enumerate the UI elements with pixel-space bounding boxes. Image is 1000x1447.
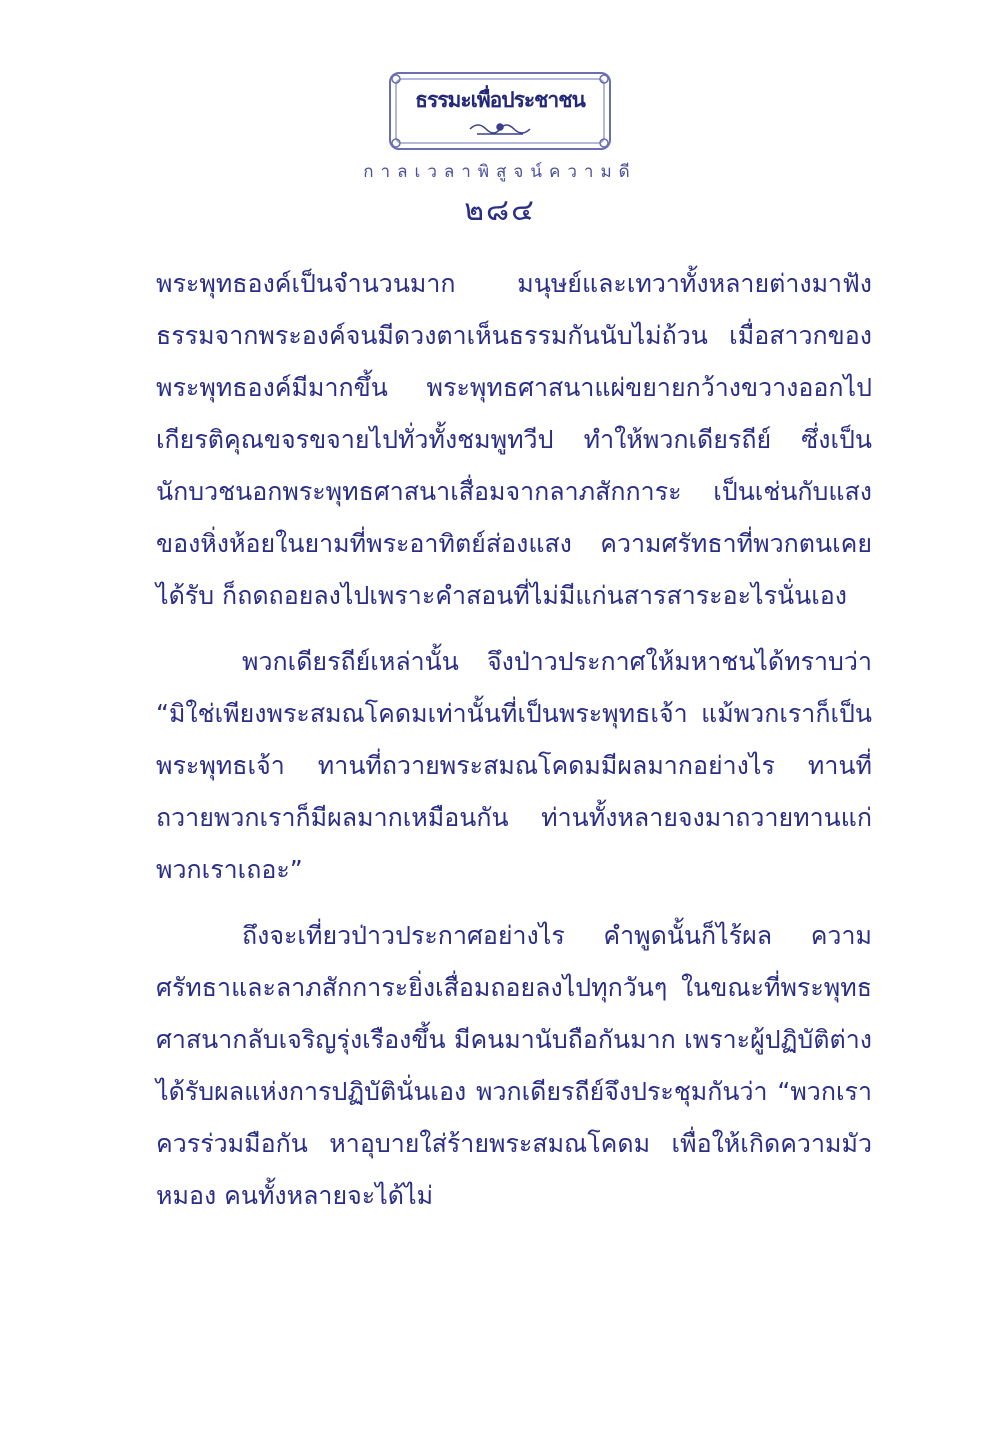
paragraph-1: พระพุทธองค์เป็นจำนวนมาก มนุษย์และเทวาทั้งหลายต่างมาฟังธรรมจากพระองค์จนมีดวงตาเห็นธรรมกันนับไม่ถ้วน เมื่อสาวกของพระพุทธองค์มีมากขึ้น พระพุทธศาสนาแผ่ขยายกว้างขวางออกไป เกียรติคุณขจรขจายไปทั่วทั้งชมพูทวีป ทำให้พวกเดียรถีย์ ซึ่งเป็นนักบวชนอกพระพุทธศาสนาเสื่อมจากลาภสักการะ เป็นเช่นกับแสงของหิ่งห้อยในยามที่พระอาทิตย์ส่องแสง ความศรัทธาที่พวกตนเคยได้รับ ก็ถดถอยลงไปเพราะคำสอนที่ไม่มีแก่นสารสาระอะไรนั่นเอง (156, 269, 872, 610)
logo (387, 70, 613, 152)
ornament-icon (470, 124, 530, 134)
page-header (0, 70, 1000, 234)
paragraph-2: พวกเดียรถีย์เหล่านั้น จึงป่าวประกาศให้มหาชนได้ทราบว่า “มิใช่เพียงพระสมณโคดมเท่านั้นที่เป็นพระพุทธเจ้า แม้พวกเราก็เป็นพระพุทธเจ้า ทานที่ถวายพระสมณโคดมมีผลมากอย่างไร ทานที่ถวายพวกเราก็มีผลมากเหมือนกัน ท่านทั้งหลายจงมาถวายทานแก่พวกเราเถอะ” (156, 647, 872, 884)
page-body (156, 258, 872, 1222)
book-subtitle: กาลเวลาพิสูจน์ความดี (363, 162, 637, 182)
logo-text: ธรรมะเพื่อประชาชน (415, 88, 585, 112)
paragraph-3: ถึงจะเที่ยวป่าวประกาศอย่างไร คำพูดนั้นก็ไร้ผล ความศรัทธาและลาภสักการะยิ่งเสื่อมถอยลงไปทุกวันๆ ในขณะที่พระพุทธศาสนากลับเจริญรุ่งเรืองขึ้น มีคนมานับถือกันมาก เพราะผู้ปฏิบัติต่างได้รับผลแห่งการปฏิบัตินั่นเอง พวกเดียรถีย์จึงประชุมกันว่า “พวกเราควรร่วมมือกัน หาอุบายใส่ร้ายพระสมณโคดม เพื่อให้เกิดความมัวหมอง คนทั้งหลายจะได้ไม่ (156, 921, 872, 1210)
page-number: ๒๘๔ (464, 193, 536, 228)
